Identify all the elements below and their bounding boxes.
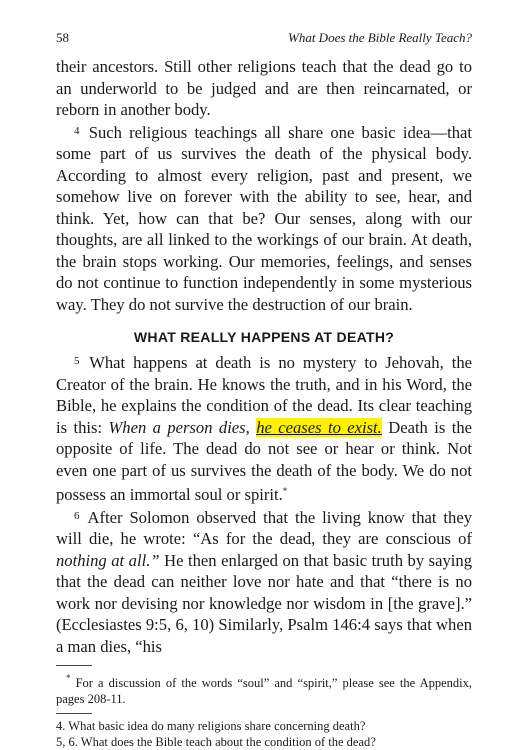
paragraph-text: Such religious teachings all share one basic idea—that some part of us survives the death of the physical body. According to almost every religion, past and present, we somehow live on forever with the ability to see, hear, and think. Yet, how can that be? Our senses, along with our thoughts, are all linked to the workings of our brain. At death, the brain stops working. Our memories, feelings, and senses do not continue to function independently in some mysterious way. They do not survive the destruction of our brain. <box>56 122 472 314</box>
emphasis-text: When a person dies, <box>108 417 257 437</box>
page-number: 58 <box>56 30 69 45</box>
paragraph-4 <box>56 121 472 316</box>
running-head <box>56 30 472 46</box>
paragraph-3-continued: their ancestors. Still other religions teach that the dead go to an underworld to be judged and are then reincarnated, or reborn in another body. <box>56 57 472 119</box>
paragraph-text: He then enlarged on that basic truth by saying that the dead can neither love nor hate and that “there is no work nor devising nor knowledge nor wisdom in [the grave].” (Ecclesiastes 9:5, 6, 10) Similarly, Psalm 146:4 says that when a man dies, “his <box>56 550 473 656</box>
paragraph-6 <box>56 506 472 658</box>
running-title: What Does the Bible Really Teach? <box>287 30 472 45</box>
paragraph-text: What happens at death is no mystery to Jehovah, the Creator of the brain. He knows the truth, and in his Word, the Bible, he explains the condition of the dead. Its clear teaching is this: <box>56 353 472 437</box>
paragraph-text: Death is the opposite of life. The dead do not see or hear or think. Not even one part of us survives the death of the body. We do not possess an immortal soul or spirit. <box>56 417 472 504</box>
footnote-marker: * <box>66 673 71 683</box>
footnote-reference[interactable]: * <box>282 486 288 496</box>
book-page <box>56 30 472 750</box>
paragraph-number: 6 <box>74 509 80 522</box>
paragraph-5 <box>56 351 472 506</box>
emphasis-text: nothing at all.” <box>56 550 160 570</box>
footnote-divider <box>56 665 92 666</box>
paragraph-text: After Solomon observed that the living know that they will die, he wrote: “As for the dead, they are conscious of <box>56 507 472 548</box>
paragraph-number: 4 <box>74 124 80 137</box>
section-heading: WHAT REALLY HAPPENS AT DEATH? <box>133 329 395 345</box>
questions-divider <box>56 713 92 714</box>
study-question: 4. What basic idea do many religions share concerning death? <box>56 719 366 733</box>
footnote <box>56 670 472 707</box>
paragraph-number: 5 <box>74 355 80 367</box>
study-question: 5, 6. What does the Bible teach about the condition of the dead? <box>56 735 376 749</box>
highlighted-text: he ceases to exist. <box>256 417 382 437</box>
footnote-text: For a discussion of the words “soul” and “spirit,” please see the Appendix, pages 208-11. <box>56 676 472 706</box>
